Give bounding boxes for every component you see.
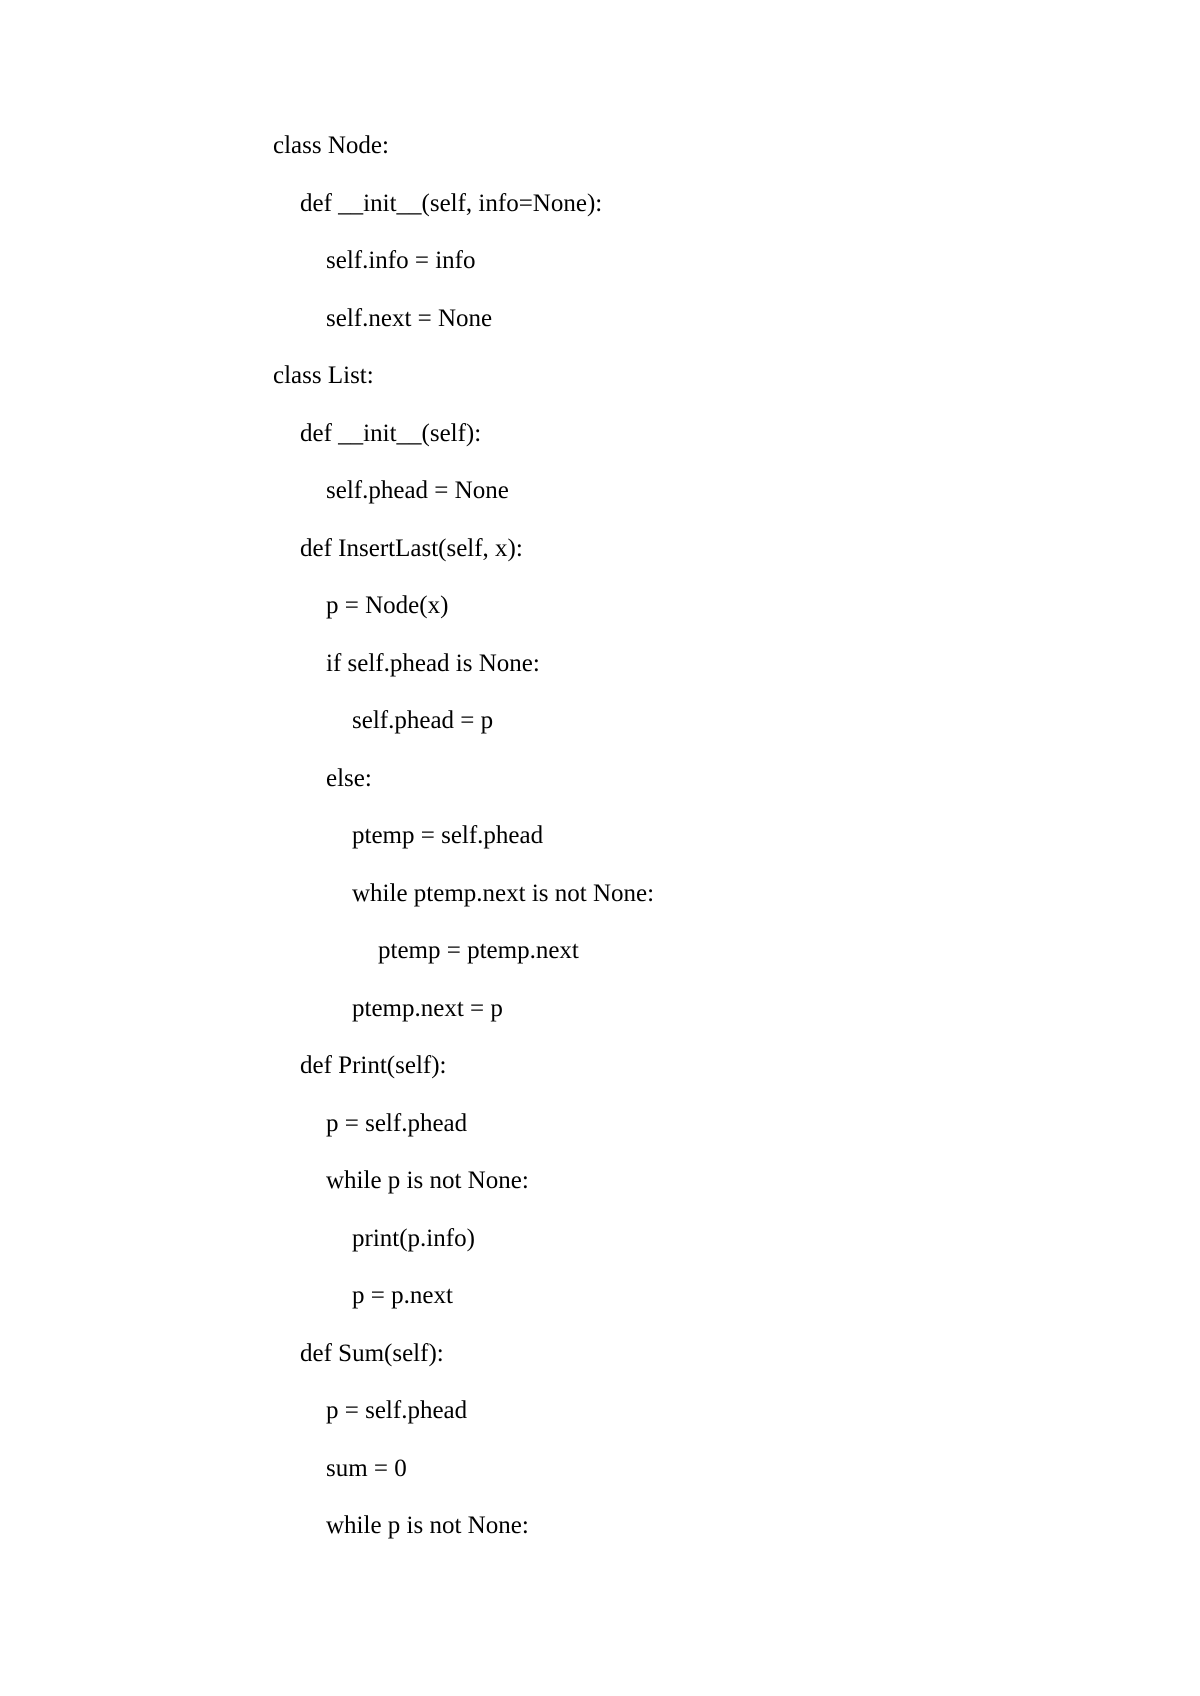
- code-line: while p is not None:: [326, 1512, 529, 1539]
- code-line: def __init__(self, info=None):: [300, 189, 603, 217]
- code-line: ptemp = self.phead: [352, 822, 544, 849]
- code-line: p = self.phead: [326, 1397, 468, 1424]
- code-line: def Print(self):: [300, 1052, 447, 1079]
- code-line: self.phead = p: [352, 707, 494, 734]
- code-line: def InsertLast(self, x):: [300, 534, 523, 562]
- code-line: while ptemp.next is not None:: [352, 879, 655, 907]
- code-line: self.phead = None: [326, 477, 509, 504]
- code-listing: [273, 117, 1073, 1555]
- code-line: self.next = None: [326, 304, 493, 332]
- code-line: def __init__(self):: [300, 419, 482, 447]
- code-line: sum = 0: [326, 1454, 407, 1482]
- code-line: if self.phead is None:: [326, 649, 540, 677]
- code-line: class List:: [273, 362, 374, 389]
- code-line: self.info = info: [326, 247, 476, 274]
- code-line: class Node:: [273, 132, 389, 159]
- code-line: p = self.phead: [326, 1109, 468, 1137]
- code-line: else:: [326, 764, 372, 792]
- code-line: ptemp = ptemp.next: [378, 937, 579, 964]
- code-line: def Sum(self):: [300, 1339, 444, 1367]
- code-line: ptemp.next = p: [352, 994, 503, 1022]
- code-line: p = Node(x): [326, 592, 449, 619]
- code-line: p = p.next: [352, 1282, 453, 1309]
- code-line: print(p.info): [352, 1224, 475, 1252]
- code-line: while p is not None:: [326, 1167, 529, 1194]
